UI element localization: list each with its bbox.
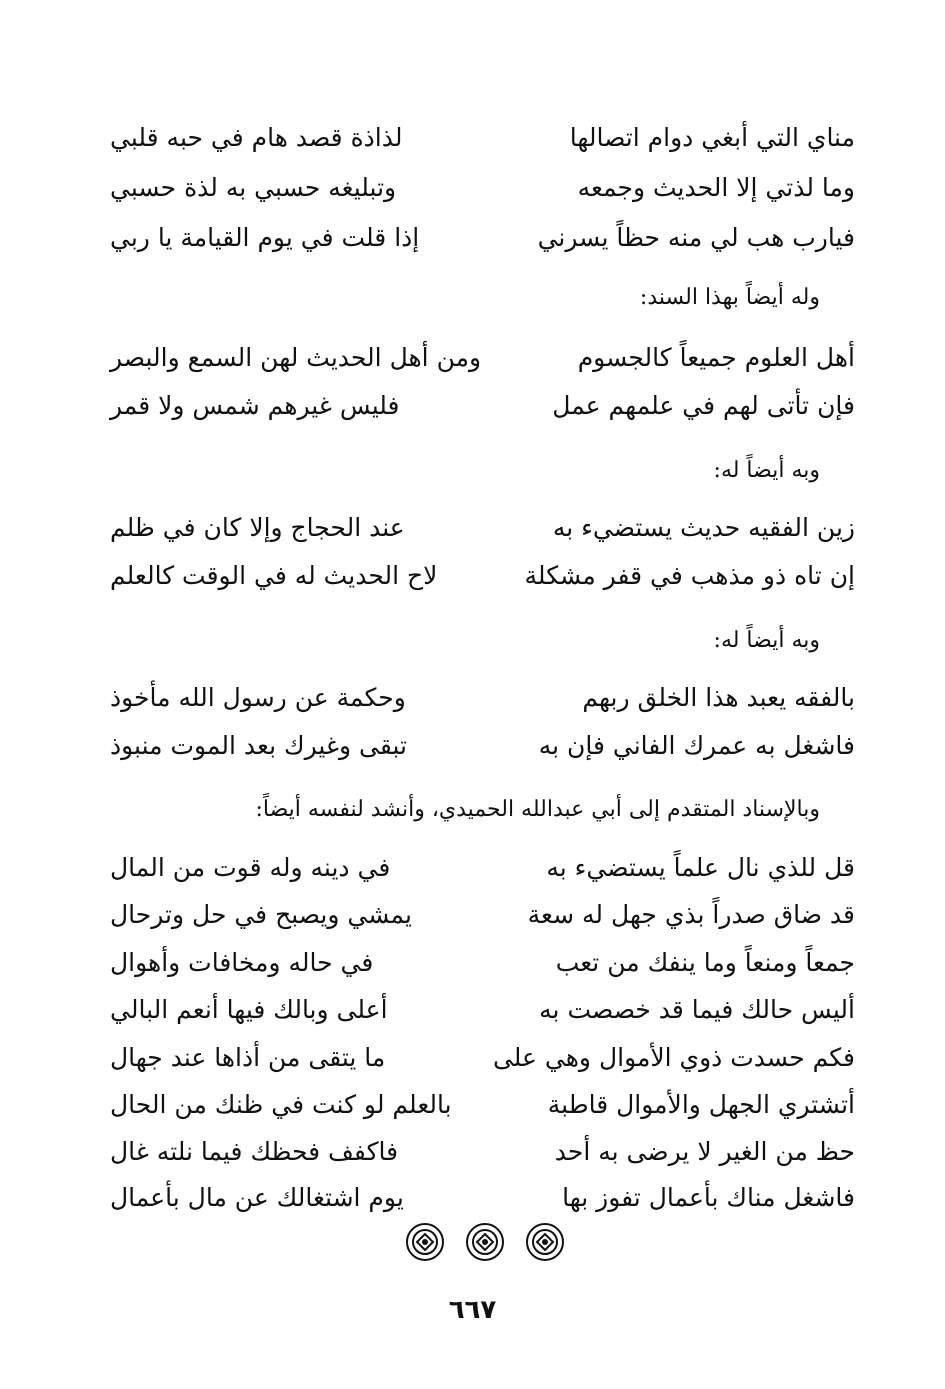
verse-right: حظ من الغير لا يرضى به أحد <box>554 1137 855 1166</box>
verse-right: أهل العلوم جميعاً كالجسوم <box>577 343 855 372</box>
verse-left: فليس غيرهم شمس ولا قمر <box>110 391 400 420</box>
verse-right: أليس حالك فيما قد خصصت به <box>539 995 855 1024</box>
verse-right: فاشغل مناك بأعمال تفوز بها <box>562 1183 855 1212</box>
verse-right: بالفقه يعبد هذا الخلق ربهم <box>582 683 855 712</box>
section-heading: وله أيضاً بهذا السند: <box>639 285 820 310</box>
section-heading: وبه أيضاً له: <box>713 458 820 483</box>
verse-left: لاح الحديث له في الوقت كالعلم <box>110 561 438 590</box>
verse-right: وما لذتي إلا الحديث وجمعه <box>577 173 855 202</box>
verse-right: قد ضاق صدراً بذي جهل له سعة <box>527 900 855 929</box>
verse-right: زين الفقيه حديث يستضيء به <box>552 513 855 542</box>
verse-left: ومن أهل الحديث لهن السمع والبصر <box>110 343 482 372</box>
verse-right: مناي التي أبغي دوام اتصالها <box>569 123 855 152</box>
verse-right: أتشتري الجهل والأموال قاطبة <box>547 1090 855 1119</box>
verse-left: وحكمة عن رسول الله مأخوذ <box>110 683 406 712</box>
ornament-row <box>405 1222 565 1262</box>
verse-left: فاكفف فحظك فيما نلته غال <box>110 1137 399 1166</box>
verse-left: تبقى وغيرك بعد الموت منبوذ <box>110 731 407 760</box>
rosette-ornament-icon <box>525 1222 565 1262</box>
verse-right: قل للذي نال علماً يستضيء به <box>546 853 855 882</box>
section-heading: وبالإسناد المتقدم إلى أبي عبدالله الحميدي، وأنشد لنفسه أيضاً: <box>255 797 820 822</box>
verse-right: جمعاً ومنعاً وما ينفك من تعب <box>555 948 855 977</box>
verse-left: يوم اشتغالك عن مال بأعمال <box>110 1183 404 1212</box>
verse-left: في حاله ومخافات وأهوال <box>110 948 374 977</box>
verse-right: إن تاه ذو مذهب في قفر مشكلة <box>524 561 855 590</box>
verse-left: أعلى وبالك فيها أنعم البالي <box>110 995 388 1024</box>
verse-left: إذا قلت في يوم القيامة يا ربي <box>110 223 420 252</box>
verse-right: فإن تأتى لهم في علمهم عمل <box>552 391 855 420</box>
verse-right: فيارب هب لي منه حظاً يسرني <box>537 223 855 252</box>
rosette-ornament-icon <box>405 1222 445 1262</box>
rosette-ornament-icon <box>465 1222 505 1262</box>
verse-left: بالعلم لو كنت في ظنك من الحال <box>110 1090 452 1119</box>
verse-right: فاشغل به عمرك الفاني فإن به <box>538 731 855 760</box>
section-heading: وبه أيضاً له: <box>713 628 820 653</box>
page-number: ٦٦٧ <box>448 1295 497 1325</box>
verse-right: فكم حسدت ذوي الأموال وهي على <box>492 1043 855 1072</box>
verse-left: ما يتقى من أذاها عند جهال <box>110 1043 386 1072</box>
verse-left: لذاذة قصد هام في حبه قلبي <box>110 123 403 152</box>
verse-left: عند الحجاج وإلا كان في ظلم <box>110 513 405 542</box>
verse-left: يمشي ويصبح في حل وترحال <box>110 900 412 929</box>
verse-left: في دينه وله قوت من المال <box>110 853 391 882</box>
verse-left: وتبليغه حسبي به لذة حسبي <box>110 173 397 202</box>
